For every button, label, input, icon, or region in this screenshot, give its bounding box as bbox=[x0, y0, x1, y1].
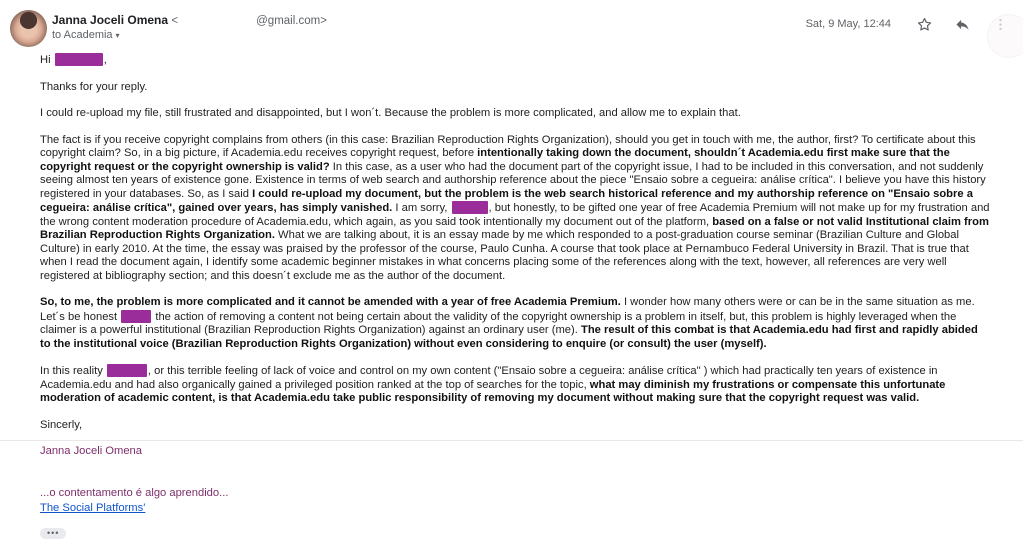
edge-avatar-artifact bbox=[987, 14, 1023, 58]
email-paragraph bbox=[40, 81, 990, 95]
sender-name: Janna Joceli Omena bbox=[52, 13, 169, 27]
email-header bbox=[10, 10, 1009, 50]
email-paragraph bbox=[40, 296, 990, 351]
redaction-box bbox=[55, 53, 103, 66]
bold-text: what may diminish my frustrations or compensate this unfortunate moderation of academic content, is that Academia.edu take public responsibility of removing my document without making sure that the copyright request was valid. bbox=[40, 378, 946, 404]
header-actions bbox=[806, 15, 1009, 33]
sender-email-open-bracket: < bbox=[171, 15, 179, 27]
signature-link[interactable]: The Social Platforms' bbox=[40, 501, 146, 514]
email-paragraph bbox=[40, 53, 990, 68]
email-paragraphs bbox=[40, 53, 990, 406]
sender-email-redaction bbox=[178, 14, 256, 24]
bold-text: So, to me, the problem is more complicated and it cannot be amended with a year of free Academia Premium. bbox=[40, 296, 621, 308]
bold-text: based on a false or not valid Institutional claim from Brazilian Reproduction Rights Organization. bbox=[40, 215, 989, 241]
chevron-down-icon: ▾ bbox=[115, 31, 120, 40]
sender-avatar[interactable] bbox=[10, 10, 47, 47]
body-text: What we are talking about, it is an essay made by me which responded to a post-graduation course seminar (Brazilian Culture and Global Culture) in early 2010. At the time, the essay was praised by the professor of the course, Paulo Cunha. A course that took place at Pernambuco Federal University in Brazil. That is true that when I read the document again, I identify some academic beginner mistakes in what concerns placing some of the references along with the text, however, all references are very well registered at bibliography section; and this doesn´t exclude me as the author of the document. bbox=[40, 229, 969, 282]
body-text: In this case, as a user who had the document part of the copyright issue, I had to be included in this conversation, and not suddenly seeing almost ten years of existence gone. Existence in terms of web search and authorship reference about the piece "Ensaio sobre a cegueira: análise crítica". I believe you have this history registered in your databases. So, as I said bbox=[40, 160, 986, 200]
reply-icon[interactable] bbox=[953, 15, 971, 33]
signature-name: Janna Joceli Omena bbox=[40, 445, 142, 457]
recipient-label: to Academia bbox=[52, 29, 113, 41]
body-text: In this reality bbox=[40, 365, 106, 377]
sender-line bbox=[52, 12, 327, 29]
email-body bbox=[40, 53, 990, 540]
message-date: Sat, 9 May, 12:44 bbox=[805, 18, 891, 30]
email-paragraph bbox=[40, 107, 990, 121]
bold-text: The result of this combat is that Academia.edu had first and rapidly abided to the institutional voice (Brazilian Reproduction Rights Organization) without even considering to enquire (or consult) the user (myself). bbox=[40, 324, 978, 350]
body-text: the action of removing a content not being certain about the validity of the copyright ownership is a problem in itself, but, this problem is highly leveraged when the claimer is a powerful institutional (Brazilian Reproduction Rights Organization) against an ordinary user (me). bbox=[40, 310, 957, 336]
redaction-box bbox=[121, 310, 151, 323]
recipient-dropdown[interactable] bbox=[52, 29, 120, 41]
body-text: I wonder how many others were or can be in the same situation as me. Let´s be honest bbox=[40, 296, 975, 323]
body-text: The fact is if you receive copyright complains from others (in this case: Brazilian Reproduction Rights Organization), should you get in touch with me, the author, first? To certificate about this copyright claim? So, in a big picture, if Academia.edu receives copyright request, before bbox=[40, 133, 976, 159]
email-paragraph bbox=[40, 134, 990, 284]
body-text: , or this terrible feeling of lack of voice and control on my own content ("Ensaio sobre a cegueira: análise crítica" ) which had practically ten years of existence in Academia.edu and had also organically gained a privileged position ranked at the top of searches for the topic, bbox=[40, 365, 938, 391]
show-trimmed-content-button[interactable]: ••• bbox=[40, 528, 66, 539]
body-text: , but honestly, to be gifted one year of free Academia Premium will not make up for my frustration and the wrong content moderation procedure of Academia.edu, which again, as you said took intentionally my document out of the platform, bbox=[40, 202, 990, 228]
body-text: I am sorry, bbox=[392, 202, 451, 214]
email-paragraph bbox=[40, 364, 990, 406]
signature-quote: ...o contentamento é algo aprendido... bbox=[40, 486, 229, 499]
body-text: I could re-upload my file, still frustrated and disappointed, but I won´t. Because the problem is more complicated, and allow me to explain that. bbox=[40, 107, 741, 119]
body-text: , bbox=[103, 54, 107, 66]
bold-text: I could re-upload my document, but the problem is the web search historical reference and my authorship reference on "Ensaio sobre a cegueira: análise crítica", gained over years, has simply vanished. bbox=[40, 187, 973, 214]
sender-email-domain: @gmail.com> bbox=[256, 15, 327, 27]
redaction-box bbox=[452, 201, 488, 214]
redaction-box bbox=[107, 364, 147, 377]
body-text: Hi bbox=[40, 54, 54, 66]
star-icon[interactable] bbox=[915, 15, 933, 33]
body-text: Thanks for your reply. bbox=[40, 80, 148, 93]
bold-text: intentionally taking down the document, shouldn´t Academia.edu first make sure that the copyright request or the copyright ownership is valid? bbox=[40, 147, 950, 173]
signature-closing: Sincerly, bbox=[40, 418, 83, 431]
